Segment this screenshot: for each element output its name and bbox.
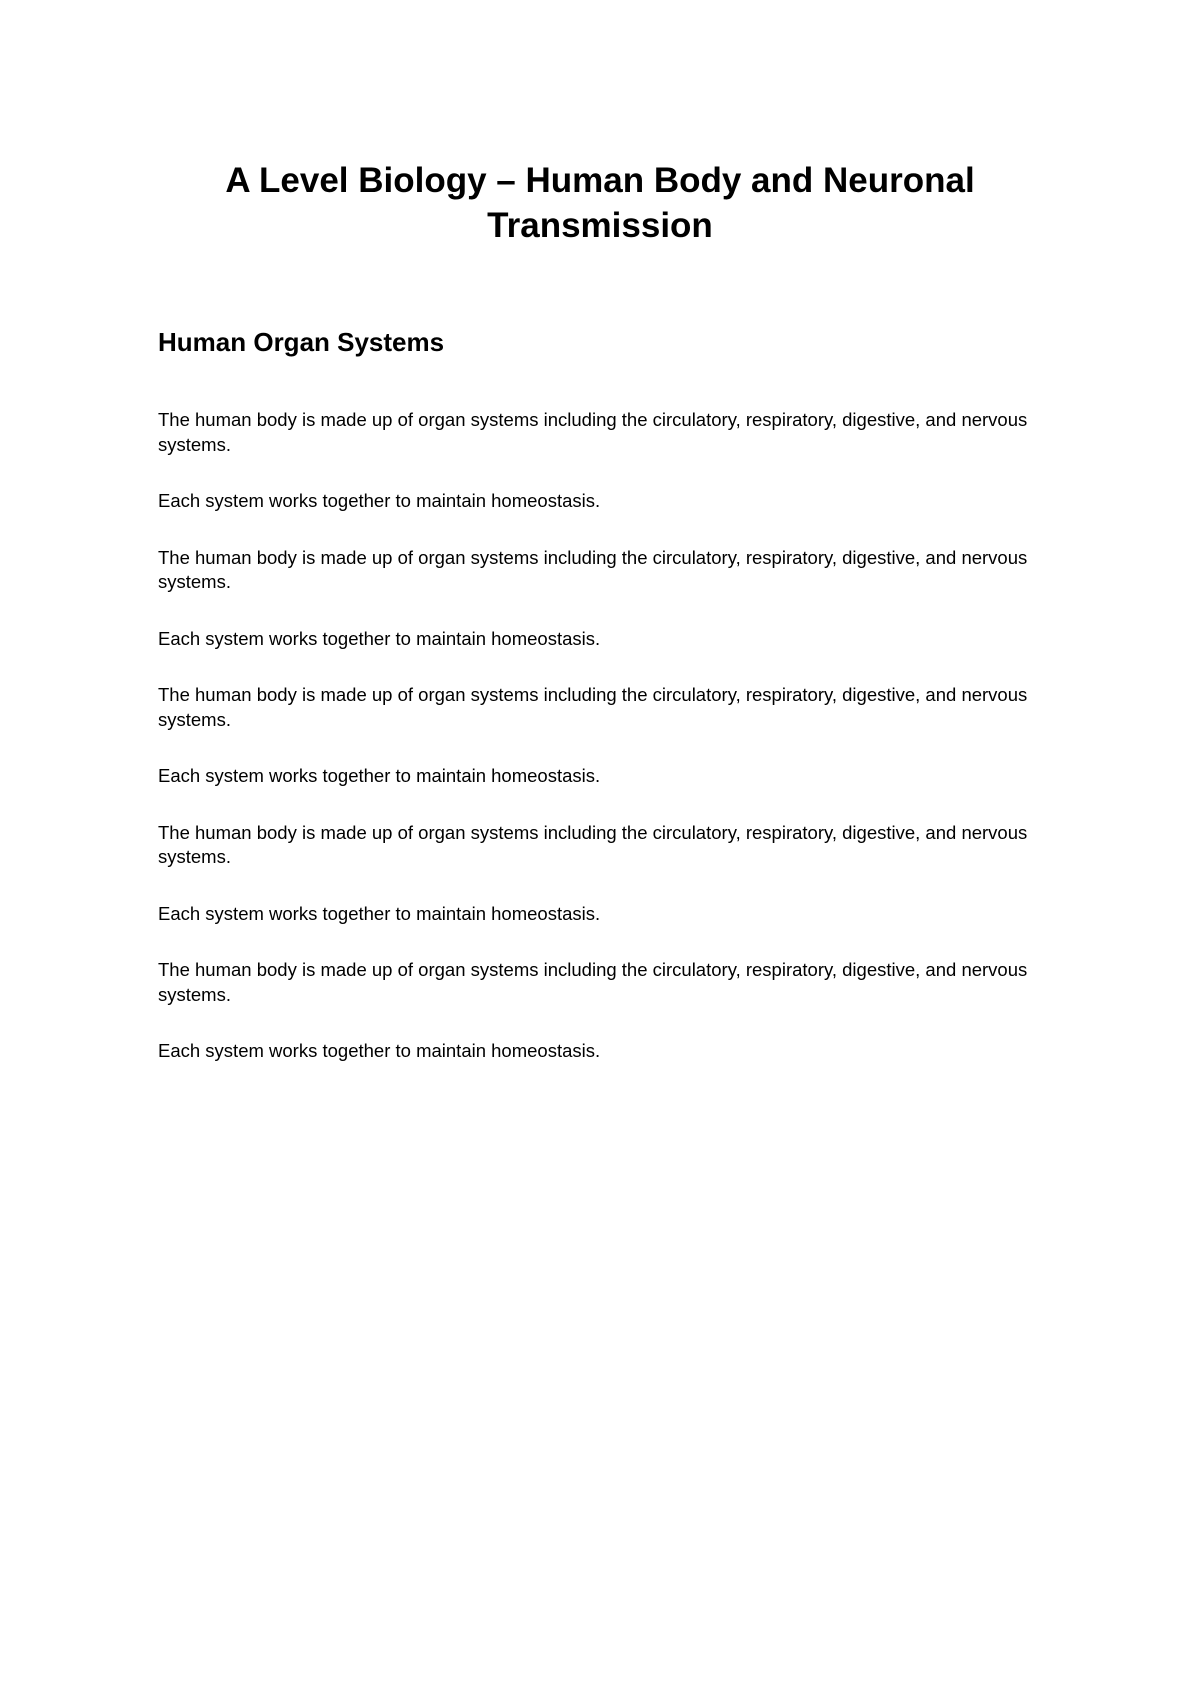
paragraph: Each system works together to maintain homeostasis. <box>158 765 601 786</box>
paragraph: The human body is made up of organ systems including the circulatory, respiratory, digestive, and nervous systems. <box>158 821 1028 867</box>
section-heading: Human Organ Systems <box>158 327 445 357</box>
paragraph: The human body is made up of organ systems including the circulatory, respiratory, digestive, and nervous systems. <box>158 959 1028 1005</box>
document-title: A Level Biology – Human Body and Neuronal Transmission <box>225 161 975 245</box>
paragraph: The human body is made up of organ systems including the circulatory, respiratory, digestive, and nervous systems. <box>158 409 1028 455</box>
paragraph: Each system works together to maintain homeostasis. <box>158 1040 601 1061</box>
paragraph: Each system works together to maintain homeostasis. <box>158 902 601 924</box>
paragraph: Each system works together to maintain homeostasis. <box>158 627 601 649</box>
paragraph: The human body is made up of organ systems including the circulatory, respiratory, digestive, and nervous systems. <box>158 546 1028 592</box>
section-body <box>158 408 1048 1096</box>
paragraph: Each system works together to maintain homeostasis. <box>158 490 601 511</box>
paragraph: The human body is made up of organ systems including the circulatory, respiratory, digestive, and nervous systems. <box>158 684 1028 730</box>
